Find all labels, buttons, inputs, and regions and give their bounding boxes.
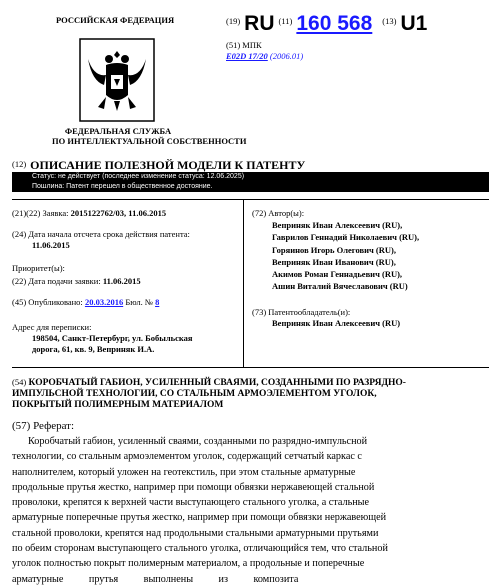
abstract-line: продольные прутья жестко, например при помощи обвязки нержавеющей стальной <box>12 481 375 493</box>
authors-label: (72) Автор(ы): <box>252 208 305 218</box>
abstract-line: проволоки, крепятся к верхней части выступающего стального уголка, а стальные <box>12 497 370 509</box>
patent-number-link[interactable]: 160 568 <box>296 12 373 35</box>
table-top-rule <box>12 199 489 200</box>
abstract-line: арматурные поперечные прутья жестко, например при помощи обвязки нержавеющей <box>12 512 387 524</box>
owner-label: (73) Патентообладатель(и): <box>252 307 351 317</box>
agency-line-2: ПО ИНТЕЛЛЕКТУАЛЬНОЙ СОБСТВЕННОСТИ <box>52 136 247 146</box>
term-value: 11.06.2015 <box>32 240 70 250</box>
address-field <box>12 322 193 355</box>
address-line-2: дорога, 61, кв. 9, Веприняк И.А. <box>32 344 155 354</box>
term-label: (24) Дата начала отсчета срока действия патента: <box>12 229 190 239</box>
filing-value: 11.06.2015 <box>102 276 141 286</box>
fee-text: Пошлина: Патент перешел в общественное достояние. <box>32 182 213 190</box>
published-date-link[interactable]: 20.03.2016 <box>84 297 124 307</box>
ipc-row <box>226 51 303 61</box>
status-bar <box>12 172 489 192</box>
country-name: РОССИЙСКАЯ ФЕДЕРАЦИЯ <box>56 15 175 25</box>
ipc-class-link[interactable]: E02D 17/20 <box>226 51 268 61</box>
application-label: (21)(22) Заявка: <box>12 208 69 218</box>
table-bottom-rule <box>12 367 489 368</box>
application-value: 2015122762/03, 11.06.2015 <box>70 208 167 218</box>
abstract-heading <box>12 420 74 432</box>
patent-number-row <box>226 12 427 36</box>
abstract-body <box>12 434 486 587</box>
kind-code: U1 <box>400 12 428 35</box>
code-13: (13) <box>382 16 397 26</box>
abstract-line: стальной проволоки, крепятся над продольными стальными арматурными прутьями <box>12 527 379 539</box>
filing-label: (22) Дата подачи заявки: <box>12 276 101 286</box>
invention-title <box>12 377 482 411</box>
abstract-line: уголок полностью покрыт полимерным материалом, а продольные и поперечные <box>12 558 365 570</box>
address-line-1: 198504, Санкт-Петербург, ул. Бобыльская <box>32 333 193 343</box>
owner-field <box>252 307 400 329</box>
code-12: (12) <box>12 159 27 169</box>
code-54: (54) <box>12 377 27 387</box>
published-label: (45) Опубликовано: <box>12 297 83 307</box>
status-text: Статус: не действует (последнее изменение статуса: 12.06.2025) <box>32 173 245 180</box>
published-field <box>12 297 159 308</box>
author-item: Веприняк Иван Алексеевич (RU), <box>272 220 403 230</box>
abstract-line: арматурные прутья выполнены из композита <box>12 573 299 585</box>
abstract-line: наполнителем, который уложен на геотекстиль, при этом стальные арматурные <box>12 466 356 478</box>
bulletin-label: Бюл. № <box>125 297 153 307</box>
owner-value: Веприняк Иван Алексеевич (RU) <box>272 318 401 328</box>
table-divider <box>243 199 244 367</box>
author-item: Акимов Роман Геннадьевич (RU), <box>272 269 403 280</box>
ipc-version: (2006.01) <box>269 51 304 61</box>
authors-field <box>252 208 419 293</box>
code-11: (11) <box>278 16 293 26</box>
term-field <box>12 229 190 251</box>
agency-line-1: ФЕДЕРАЛЬНАЯ СЛУЖБА <box>64 126 172 136</box>
abstract-line: по обеим сторонам выступающего стального уголка, отличающийся тем, что стальной <box>12 543 388 555</box>
author-item: Горяинов Игорь Олегович (RU), <box>272 244 396 255</box>
agency-name <box>52 126 247 146</box>
address-label: Адрес для переписки: <box>12 322 92 332</box>
application-field <box>12 208 166 219</box>
coat-of-arms-emblem <box>76 37 158 125</box>
document-title-text: ОПИСАНИЕ ПОЛЕЗНОЙ МОДЕЛИ К ПАТЕНТУ <box>30 158 306 172</box>
author-item: Ашин Виталий Вячеславович (RU) <box>272 281 408 292</box>
abstract-label: Реферат: <box>33 420 75 432</box>
bulletin-number-link[interactable]: 8 <box>155 297 160 307</box>
filing-field <box>12 276 141 287</box>
abstract-line: Коробчатый габион, усиленный сваями, созданными по разрядно-импульсной <box>28 436 368 447</box>
country-code: RU <box>244 12 275 35</box>
author-item: Веприняк Иван Иванович (RU), <box>272 256 396 267</box>
invention-title-line: ИМПУЛЬСНОЙ ТЕХНОЛОГИИ, СО СТАЛЬНЫМ АРМОЭЛЕМЕНТОМ УГОЛОК, <box>12 389 377 399</box>
code-57: (57) <box>12 420 31 432</box>
priority-label: Приоритет(ы): <box>12 263 65 273</box>
invention-title-line: КОРОБЧАТЫЙ ГАБИОН, УСИЛЕННЫЙ СВАЯМИ, СОЗДАННЫМИ ПО РАЗРЯДНО- <box>28 378 406 388</box>
code-19: (19) <box>226 16 241 26</box>
abstract-line: технологии, со стальным армоэлементом уголок, содержащий сетчатый каркас с <box>12 451 362 463</box>
author-item: Гаврилов Геннадий Николаевич (RU), <box>272 232 420 243</box>
ipc-label: (51) МПК <box>226 40 262 50</box>
invention-title-line: ПОКРЫТЫЙ ПОЛИМЕРНЫМ МАТЕРИАЛОМ <box>12 400 224 410</box>
